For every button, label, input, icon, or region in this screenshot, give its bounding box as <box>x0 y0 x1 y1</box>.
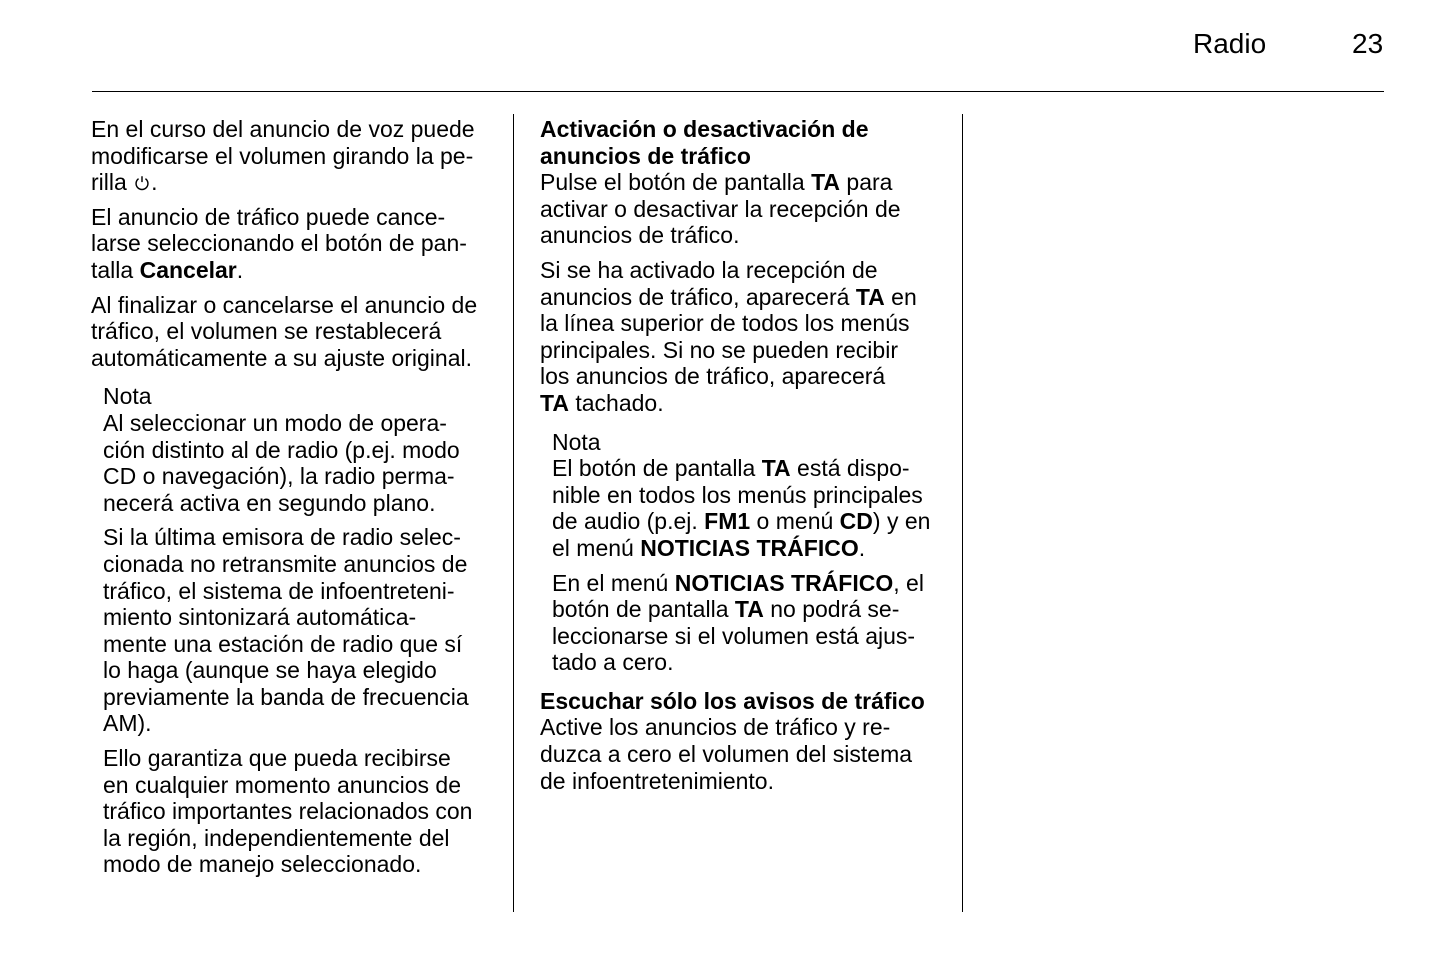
note-block <box>540 429 950 676</box>
paragraph-volume-knob: En el curso del anuncio de voz puede modificarse el volumen girando la pe- rilla . <box>91 116 475 196</box>
power-knob-icon <box>133 174 151 192</box>
note-paragraph: Si la última emisora de radio selec- cionada no retransmite anuncios de tráfico, el sistema de infoentreteni- miento sintonizará automática- mente una estación de radio que sí lo haga (aunque se haya elegido previamente la banda de frecuencia AM). <box>103 524 469 737</box>
paragraph-traffic-only: Active los anuncios de tráfico y re- duzca a cero el volumen del sistema de infoentretenimiento. <box>540 714 913 794</box>
column-divider-right <box>962 114 963 912</box>
paragraph-ta-button: Pulse el botón de pantalla TA para activar o desactivar la recepción de anuncios de tráfico. <box>540 169 901 249</box>
note-paragraph: Al seleccionar un modo de opera- ción distinto al de radio (p.ej. modo CD o navegación), la radio perma- necerá activa en segundo plano. <box>103 409 460 516</box>
note-paragraph: El botón de pantalla TA está dispo- nible en todos los menús principales de audio (p.ej. FM1 o menú CD) y en el menú NOTICIAS TRÁFICO. <box>552 455 931 561</box>
paragraph-ta-indicator: Si se ha activado la recepción de anuncios de tráfico, aparecerá TA en la línea superior de todos los menús principales. Si no se pueden recibir los anuncios de tráfico, aparecerá TA tachado. <box>540 256 917 416</box>
page-number: 23 <box>1352 28 1384 59</box>
section-title: Radio <box>1193 28 1267 59</box>
column-divider-left <box>513 114 514 912</box>
paragraph-restore-volume: Al finalizar o cancelarse el anuncio de tráfico, el volumen se restablecerá automáticamente a su ajuste original. <box>91 291 478 371</box>
note-heading: Nota <box>103 383 152 410</box>
column-middle <box>540 116 950 794</box>
column-left <box>91 116 501 878</box>
note-block <box>91 383 501 878</box>
note-heading: Nota <box>552 428 601 455</box>
header-divider <box>92 91 1384 92</box>
note-paragraph: En el menú NOTICIAS TRÁFICO, el botón de pantalla TA no podrá se- leccionarse si el volumen está ajus- tado a cero. <box>552 569 924 676</box>
cancel-label: Cancelar <box>139 256 237 283</box>
subheading-traffic-only: Escuchar sólo los avisos de tráfico <box>540 687 925 714</box>
subheading-activation: Activación o desactivación de anuncios de tráfico <box>540 116 869 169</box>
paragraph-cancel: El anuncio de tráfico puede cance- larse seleccionando el botón de pan- talla Cancelar. <box>91 203 467 283</box>
note-paragraph: Ello garantiza que pueda recibirse en cualquier momento anuncios de tráfico importantes relacionados con la región, independientemente del modo de manejo seleccionado. <box>103 745 473 878</box>
